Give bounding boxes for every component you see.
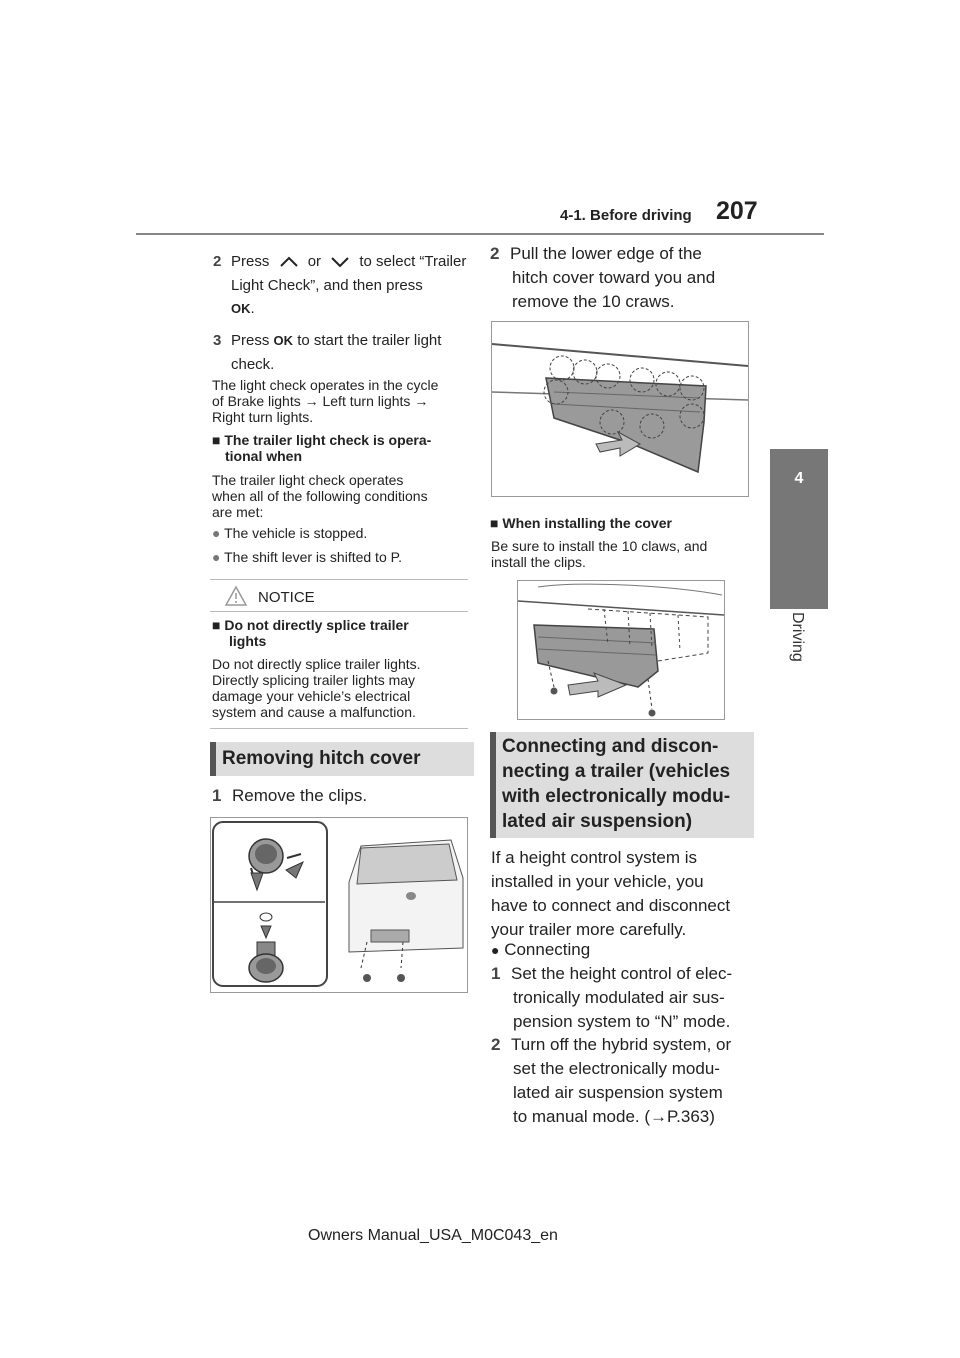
text-line: when all of the following conditions (212, 488, 428, 504)
page-reference-link[interactable]: to manual mode. (→P.363) (513, 1107, 715, 1126)
text-line: The light check operates in the cycle (212, 377, 439, 393)
step-text: to select “Trailer (359, 253, 467, 270)
notice-header (210, 579, 468, 612)
text-line: lights (229, 633, 267, 649)
step-2-select (213, 250, 473, 274)
square-bullet-icon: ■ (490, 515, 499, 531)
install-heading (490, 515, 672, 531)
step-2-line3 (231, 297, 255, 321)
notice-body (212, 656, 421, 720)
text-line: The vehicle is stopped. (224, 525, 368, 541)
step-number: 1 (491, 964, 501, 983)
text-line: The shift lever is shifted to P. (224, 549, 403, 565)
down-arrow-icon (329, 256, 351, 268)
step-text: Press (231, 253, 270, 270)
ok-button-icon: OK (273, 333, 294, 348)
section-heading-removing: Removing hitch cover (210, 742, 474, 776)
footer-text: Owners Manual_USA_M0C043_en (308, 1227, 558, 1244)
header-rule (136, 233, 824, 235)
page-number: 207 (716, 197, 758, 225)
text-line: Do not directly splice trailer (224, 617, 409, 633)
bullet-item (212, 549, 402, 565)
bullet-icon: ● (491, 942, 500, 958)
bullet-icon: ● (212, 525, 221, 541)
text-line: your trailer more carefully. (491, 920, 687, 939)
text-line: If a height control system is (491, 848, 697, 867)
text-line: of Brake lights → Left turn lights → (212, 393, 429, 409)
step-3-line2: check. (231, 356, 275, 373)
bullet-icon: ● (212, 549, 221, 565)
text-line: pension system to “N” mode. (513, 1012, 731, 1031)
cycle-text (212, 377, 438, 425)
text-line: with electronically modu- (502, 786, 731, 807)
text-line: lated air suspension system (513, 1083, 723, 1102)
text-line: Connecting (504, 940, 591, 959)
step-2-turn-off (491, 1033, 731, 1129)
text-line: installed in your vehicle, you (491, 872, 704, 891)
chapter-number: 4 (794, 470, 804, 487)
conditions-intro (212, 472, 428, 520)
text-line: Be sure to install the 10 claws, and (491, 538, 708, 554)
hitch-cover-claws-figure (491, 321, 749, 497)
chapter-label: Driving (789, 612, 806, 662)
step-number: 2 (491, 1035, 501, 1054)
conditions-heading (212, 432, 431, 464)
text-line: system and cause a malfunction. (212, 704, 416, 720)
step-number: 2 (213, 253, 222, 270)
text-line: hitch cover toward you and (512, 268, 716, 287)
text-line: Directly splicing trailer lights may (212, 672, 416, 688)
text-line: tronically modulated air sus- (513, 988, 725, 1007)
step-text: Remove the clips. (232, 786, 368, 805)
text-line: damage your vehicle’s electrical (212, 688, 411, 704)
warning-icon (224, 585, 248, 607)
text-line: The trailer light check operates (212, 472, 404, 488)
connecting-label (491, 938, 590, 962)
text-line: have to connect and disconnect (491, 896, 731, 915)
text-line: lated air suspension) (502, 811, 693, 832)
square-bullet-icon: ■ (212, 617, 221, 633)
step-text: . (250, 300, 255, 317)
step-number: 1 (212, 786, 222, 805)
step-text: Press (231, 332, 270, 349)
text-line: Connecting and discon- (502, 736, 719, 757)
text-line: Turn off the hybrid system, or (511, 1035, 732, 1054)
section-heading-connecting (490, 732, 754, 838)
notice-title: NOTICE (258, 589, 315, 606)
text-line: tional when (225, 448, 302, 464)
text-line: Set the height control of elec- (511, 964, 733, 983)
step-2-line2: Light Check”, and then press (231, 277, 423, 294)
ok-button-icon: OK (231, 301, 251, 316)
text-line: set the electronically modu- (513, 1059, 720, 1078)
step-text: or (307, 253, 322, 270)
intro-paragraph (491, 846, 730, 942)
step-1-remove-clips (212, 784, 367, 808)
text-line: The trailer light check is opera- (224, 432, 432, 448)
text-line: Do not directly splice trailer lights. (212, 656, 421, 672)
step-2-pull-cover (490, 242, 715, 314)
install-text (491, 538, 707, 570)
text-line: necting a trailer (vehicles (502, 761, 731, 782)
step-text: to start the trailer light (297, 332, 442, 349)
step-number: 2 (490, 244, 500, 263)
step-1-set-height (491, 962, 732, 1034)
notice-heading (212, 617, 409, 649)
step-number: 3 (213, 332, 222, 349)
up-arrow-icon (278, 256, 300, 268)
remove-clips-figure (210, 817, 468, 993)
square-bullet-icon: ■ (212, 432, 221, 448)
text-line: install the clips. (491, 554, 586, 570)
section-title: 4-1. Before driving (560, 207, 692, 224)
text-line: When installing the cover (502, 515, 672, 531)
text-line: are met: (212, 504, 264, 520)
text-line: remove the 10 craws. (512, 292, 675, 311)
text-line: Pull the lower edge of the (510, 244, 702, 263)
step-3-start (213, 329, 473, 353)
install-cover-figure (517, 580, 725, 720)
bullet-item (212, 525, 367, 541)
text-line: Right turn lights. (212, 409, 314, 425)
